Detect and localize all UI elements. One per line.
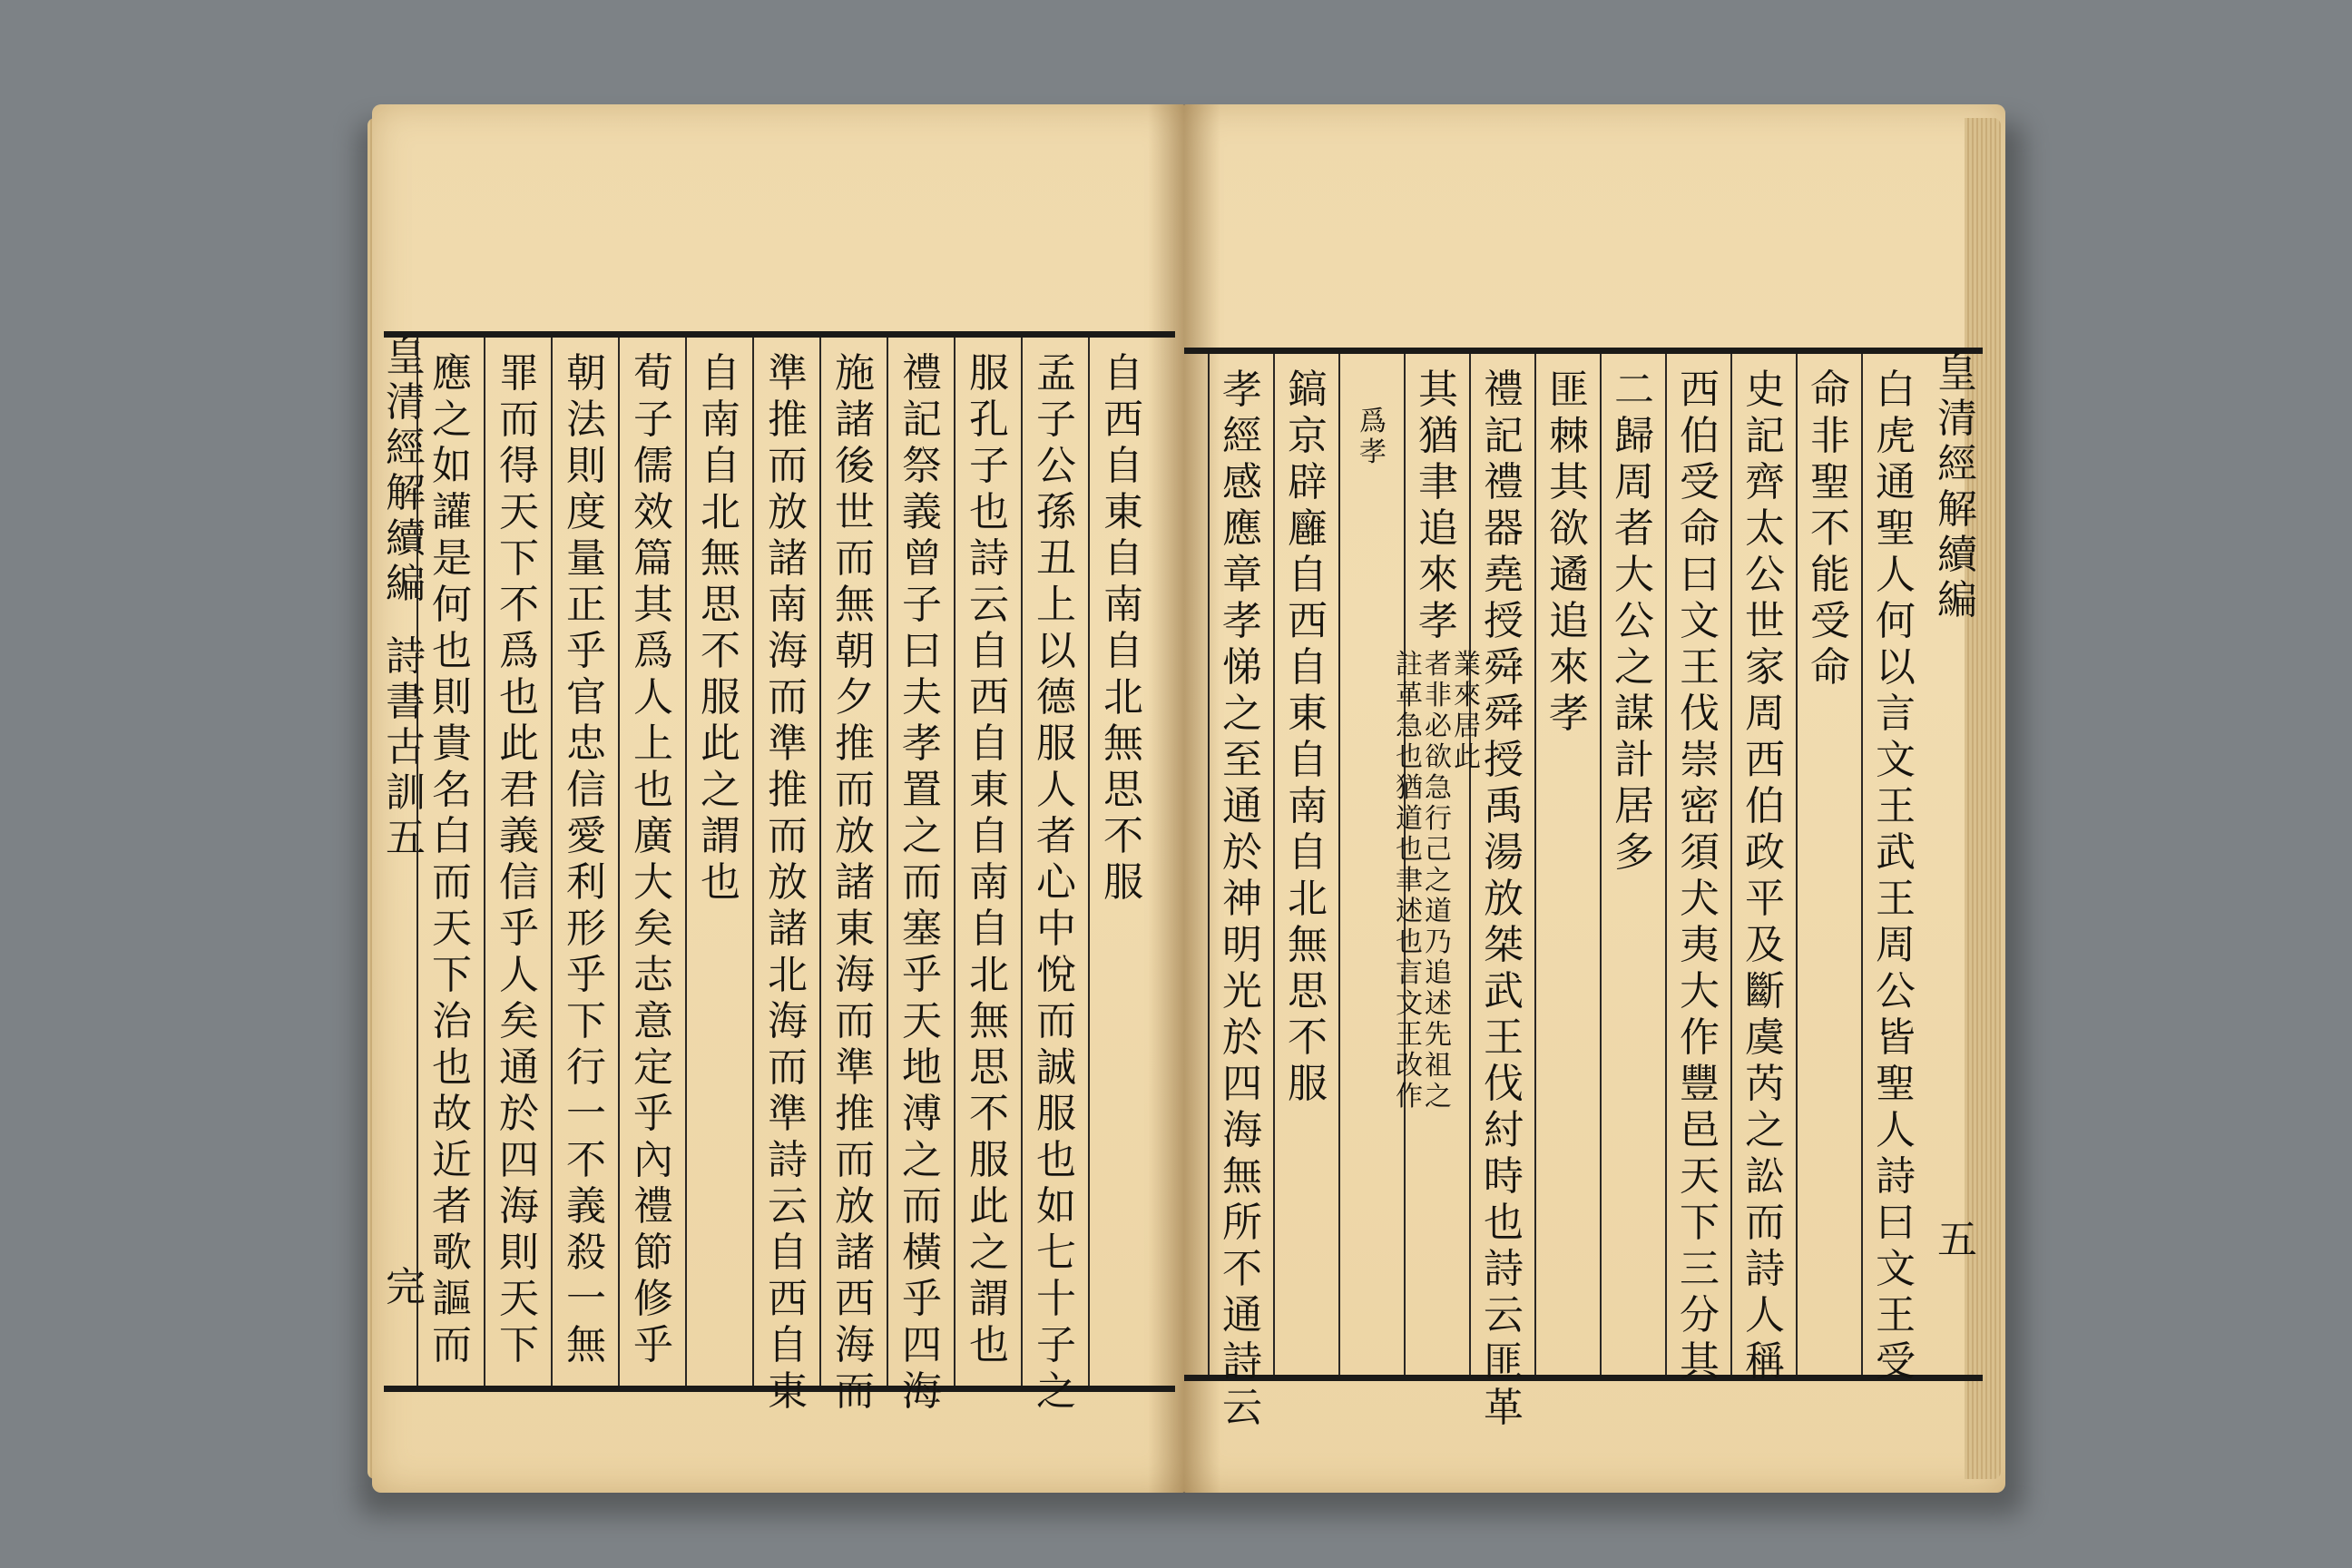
right-page-text-frame (1184, 348, 1983, 1431)
right-margin-page: 五 (1937, 1217, 1977, 1263)
left-text-column: 施 諸 後 世 而 無 朝 夕 推 而 放 諸 東 海 而 準 推 而 放 諸 西 海 而 (819, 338, 888, 1386)
left-text-column: 應 之 如 讙 是 何 也 則 貴 名 白 而 天 下 治 也 故 近 者 歌 謳 而 (416, 338, 485, 1386)
left-margin-end: 完 (386, 1264, 426, 1310)
right-text-column: 史 記 齊 太 公 世 家 周 西 伯 政 平 及 斷 虞 芮 之 訟 而 詩 人 稱 (1730, 354, 1798, 1375)
left-margin-title: 皇 清 經 解 續 編 (386, 334, 426, 607)
left-text-column: 罪 而 得 天 下 不 爲 也 此 君 義 信 乎 人 矣 通 於 四 海 則 天 下 (484, 338, 553, 1386)
right-text-column: 其 猶 聿 追 來 孝 註 革 急 也 猶 道 也 聿 述 也 言 文 王 改 作 者 非 必 欲 急 行 己 之 道 乃 追 述 先 祖 之 業 來 居 此 (1404, 354, 1471, 1375)
right-text-column: 白 虎 通 聖 人 何 以 言 文 王 武 王 周 公 皆 聖 人 詩 曰 文 王 受 (1861, 354, 1928, 1375)
left-text-column: 自 西 自 東 自 南 自 北 無 思 不 服 (1088, 338, 1157, 1386)
left-text-column: 朝 法 則 度 量 正 乎 官 忠 信 愛 利 形 乎 下 行 一 不 義 殺 一 無 (551, 338, 620, 1386)
right-text-column: 匪 棘 其 欲 遹 追 來 孝 (1534, 354, 1602, 1375)
left-text-column: 禮 記 祭 義 曾 子 曰 夫 孝 置 之 而 塞 乎 天 地 溥 之 而 橫 乎 四 海 (887, 338, 956, 1386)
left-text-column: 自 南 自 北 無 思 不 服 此 之 謂 也 (685, 338, 754, 1386)
right-text-column: 禮 記 禮 器 堯 授 舜 舜 授 禹 湯 放 桀 武 王 伐 紂 時 也 詩 云 匪 革 (1469, 354, 1536, 1375)
commentary-note: 註 革 急 也 猶 道 也 聿 述 也 言 文 王 改 作 者 非 必 欲 急 行 己 之 道 乃 追 述 先 祖 之 業 來 居 此 (1396, 649, 1481, 1112)
right-text-column: 西 伯 受 命 曰 文 王 伐 崇 密 須 犬 夷 大 作 豐 邑 天 下 三 分 其 (1665, 354, 1732, 1375)
left-text-column: 準 推 而 放 諸 南 海 而 準 推 而 放 諸 北 海 而 準 詩 云 自 西 自 東 (752, 338, 821, 1386)
right-text-column: 二 歸 周 者 大 公 之 謀 計 居 多 (1600, 354, 1667, 1375)
right-text-column: 爲 孝 (1338, 354, 1406, 1375)
right-margin-title: 皇 清 經 解 續 編 (1937, 350, 1977, 623)
right-text-column: 孝 經 感 應 章 孝 悌 之 至 通 於 神 明 光 於 四 海 無 所 不 通 詩 云 (1208, 354, 1275, 1375)
right-margin-column (1936, 350, 1979, 1375)
left-page-text-frame (384, 331, 1175, 1415)
left-text-column: 服 孔 子 也 詩 云 自 西 自 東 自 南 自 北 無 思 不 服 此 之 謂 也 (954, 338, 1023, 1386)
right-text-column: 命 非 聖 不 能 受 命 (1796, 354, 1863, 1375)
left-text-column: 荀 子 儒 效 篇 其 爲 人 上 也 廣 大 矣 志 意 定 乎 內 禮 節 修 乎 (618, 338, 687, 1386)
right-text-column: 鎬 京 辟 廱 自 西 自 東 自 南 自 北 無 思 不 服 (1273, 354, 1340, 1375)
left-text-column: 孟 子 公 孫 丑 上 以 德 服 人 者 心 中 悅 而 誠 服 也 如 七 十 子 之 (1021, 338, 1090, 1386)
left-margin-section: 詩 書 古 訓 五 (386, 633, 426, 861)
